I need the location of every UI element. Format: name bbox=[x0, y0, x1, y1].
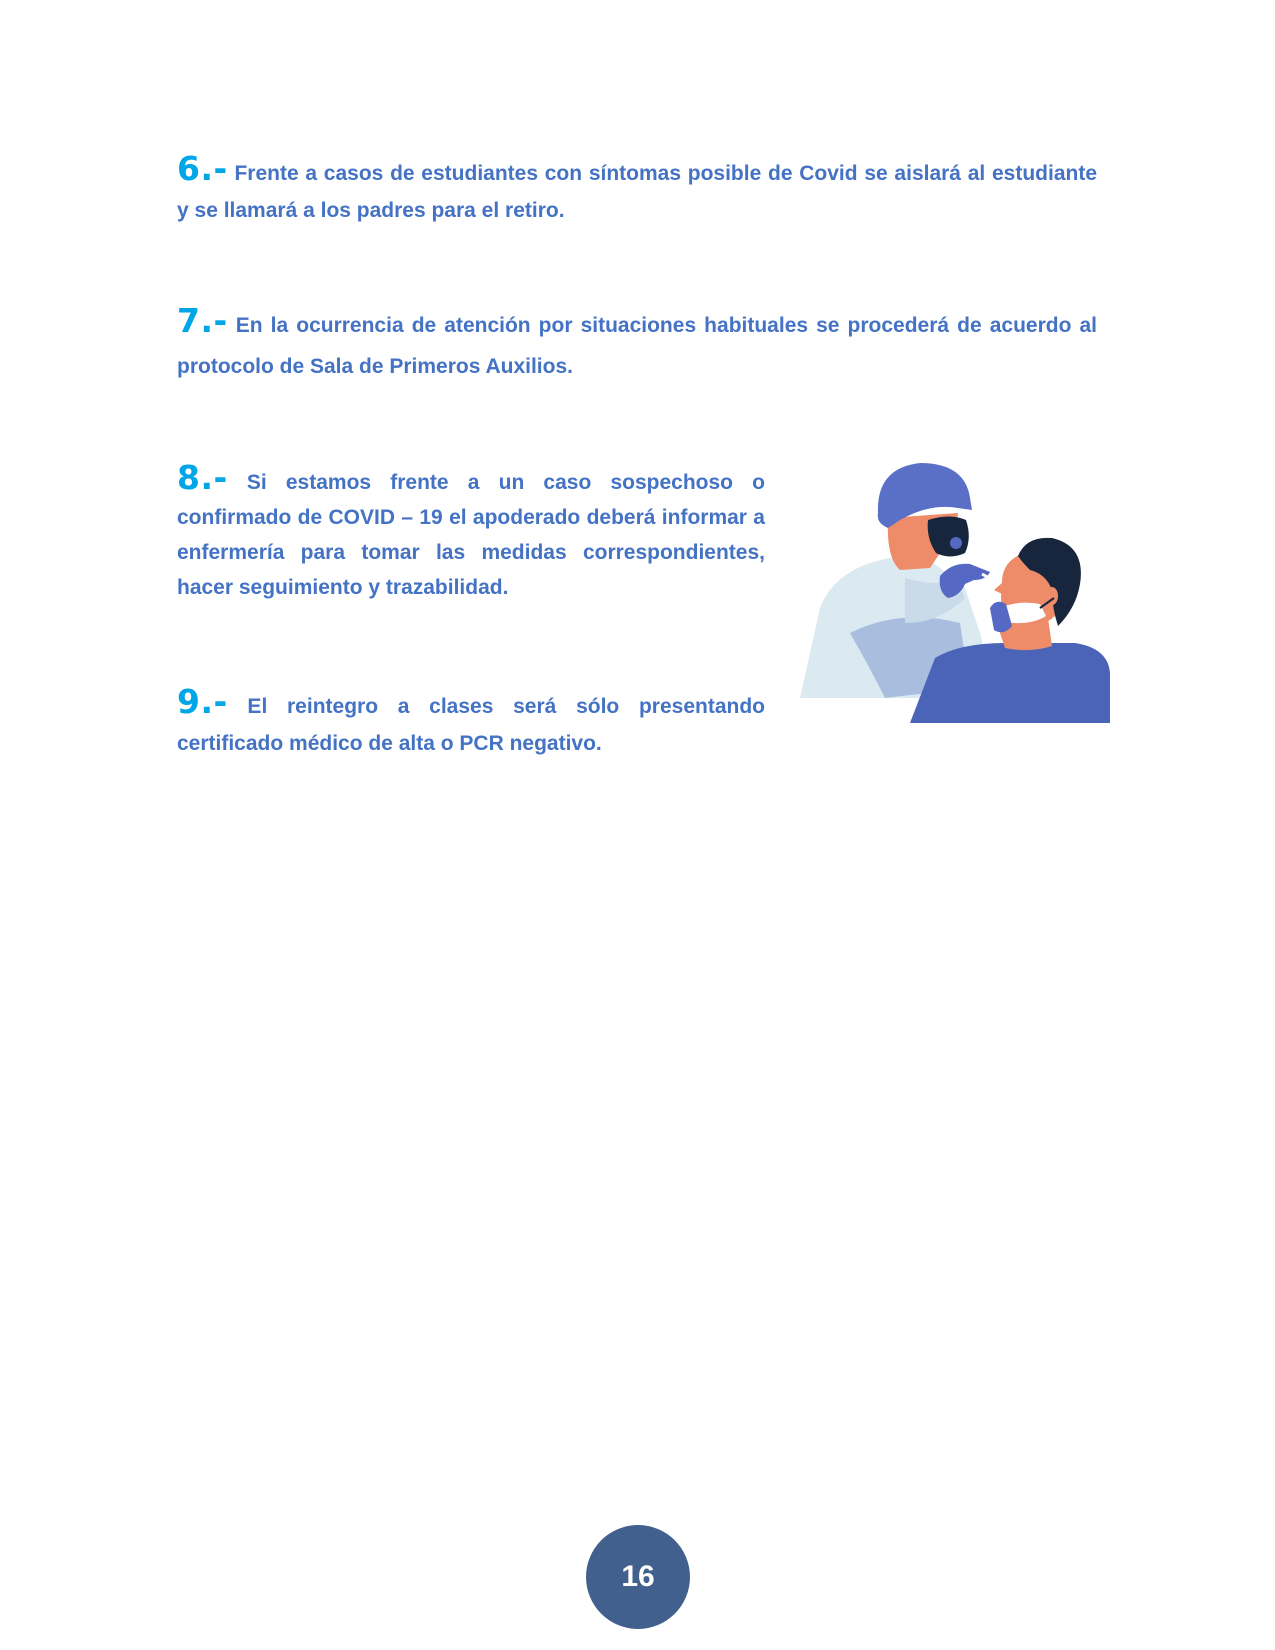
page-number-badge bbox=[586, 1525, 690, 1629]
protocol-item-7 bbox=[177, 300, 1097, 387]
item-number: 8.- bbox=[177, 458, 228, 497]
protocol-item-8 bbox=[177, 460, 765, 605]
item-text: Frente a casos de estudiantes con síntomas posible de Covid se aislará al estudiante y se llamará a los padres para el retiro. bbox=[177, 162, 1097, 222]
covid-swab-test-illustration bbox=[790, 458, 1110, 723]
protocol-item-9 bbox=[177, 683, 765, 762]
covid-swab-test-icon bbox=[790, 458, 1110, 723]
item-number: 7.- bbox=[177, 301, 228, 340]
item-text: Si estamos frente a un caso sospechoso o confirmado de COVID – 19 el apoderado deberá informar a enfermería para tomar las medidas correspondientes, hacer seguimiento y trazabilidad. bbox=[177, 471, 765, 599]
protocol-item-6 bbox=[177, 150, 1097, 229]
item-number: 6.- bbox=[177, 149, 228, 188]
item-number: 9.- bbox=[177, 682, 228, 721]
item-text: El reintegro a clases será sólo presentando certificado médico de alta o PCR negativo. bbox=[177, 695, 765, 755]
item-text: En la ocurrencia de atención por situaciones habituales se procederá de acuerdo al protocolo de Sala de Primeros Auxilios. bbox=[177, 314, 1097, 378]
page-number: 16 bbox=[621, 1560, 655, 1593]
